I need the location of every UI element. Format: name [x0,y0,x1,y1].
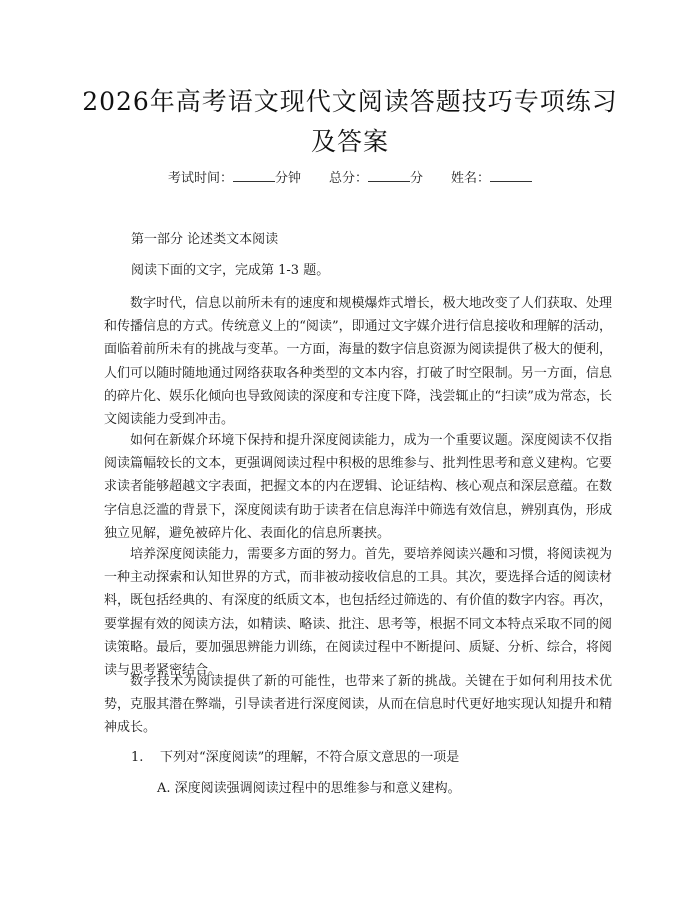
reading-instruction: 阅读下面的文字，完成第 1-3 题。 [131,263,330,278]
time-label: 考试时间： [167,171,233,186]
time-unit: 分钟 [274,171,301,186]
question-number: 1. [131,750,144,765]
score-blank [368,169,410,182]
passage-paragraph: 培养深度阅读能力，需要多方面的努力。首先，要培养阅读兴趣和习惯，将阅读视为一种主动探索和认知世界的方式，而非被动接收信息的工具。其次，要选择合适的阅读材料，既包括经典的、有深度的纸质文本，也包括经过筛选的、有价值的数字内容。再次，要掌握有效的阅读方法，如精读、略读、批注、思考等，根据不同文本特点采取不同的阅读策略。最后，要加强思辨能力训练，在阅读过程中不断提问、质疑、分析、综合，将阅读与思考紧密结合。 [104,547,612,679]
option-a: A. 深度阅读强调阅读过程中的思维参与和意义建构。 [157,781,461,796]
name-label: 姓名： [451,171,491,186]
page-title: 2026年高考语文现代文阅读答题技巧专项练习及答案 [82,87,618,156]
score-unit: 分 [410,171,424,186]
name-blank [490,169,532,182]
passage-paragraph: 数字时代，信息以前所未有的速度和规模爆炸式增长，极大地改变了人们获取、处理和传播信息的方式。传统意义上的“阅读”，即通过文字媒介进行信息接收和理解的活动，面临着前所未有的挑战与变革。一方面，海量的数字信息资源为阅读提供了极大的便利，人们可以随时随地通过网络获取各种类型的文本内容，打破了时空限制。另一方面，信息的碎片化、娱乐化倾向也导致阅读的深度和专注度下降，浅尝辄止的“扫读”成为常态，长文阅读能力受到冲击。 [104,296,612,428]
question-text: 下列对“深度阅读”的理解，不符合原文意思的一项是 [160,750,460,765]
exam-meta-line [0,169,700,188]
section-heading: 第一部分 论述类文本阅读 [131,232,279,247]
question-1 [131,749,459,767]
time-blank [233,169,275,182]
passage-paragraph: 如何在新媒介环境下保持和提升深度阅读能力，成为一个重要议题。深度阅读不仅指阅读篇幅较长的文本，更强调阅读过程中积极的思维参与、批判性思考和意义建构。它要求读者能够超越文字表面，把握文本的内在逻辑、论证结构、核心观点和深层意蕴。在数字信息泛滥的背景下，深度阅读有助于读者在信息海洋中筛选有效信息，辨别真伪，形成独立见解，避免被碎片化、表面化的信息所裹挟。 [104,433,612,541]
passage-paragraph: 数字技术为阅读提供了新的可能性，也带来了新的挑战。关键在于如何利用技术优势，克服其潜在弊端，引导读者进行深度阅读，从而在信息时代更好地实现认知提升和精神成长。 [104,674,612,736]
score-label: 总分： [328,171,368,186]
